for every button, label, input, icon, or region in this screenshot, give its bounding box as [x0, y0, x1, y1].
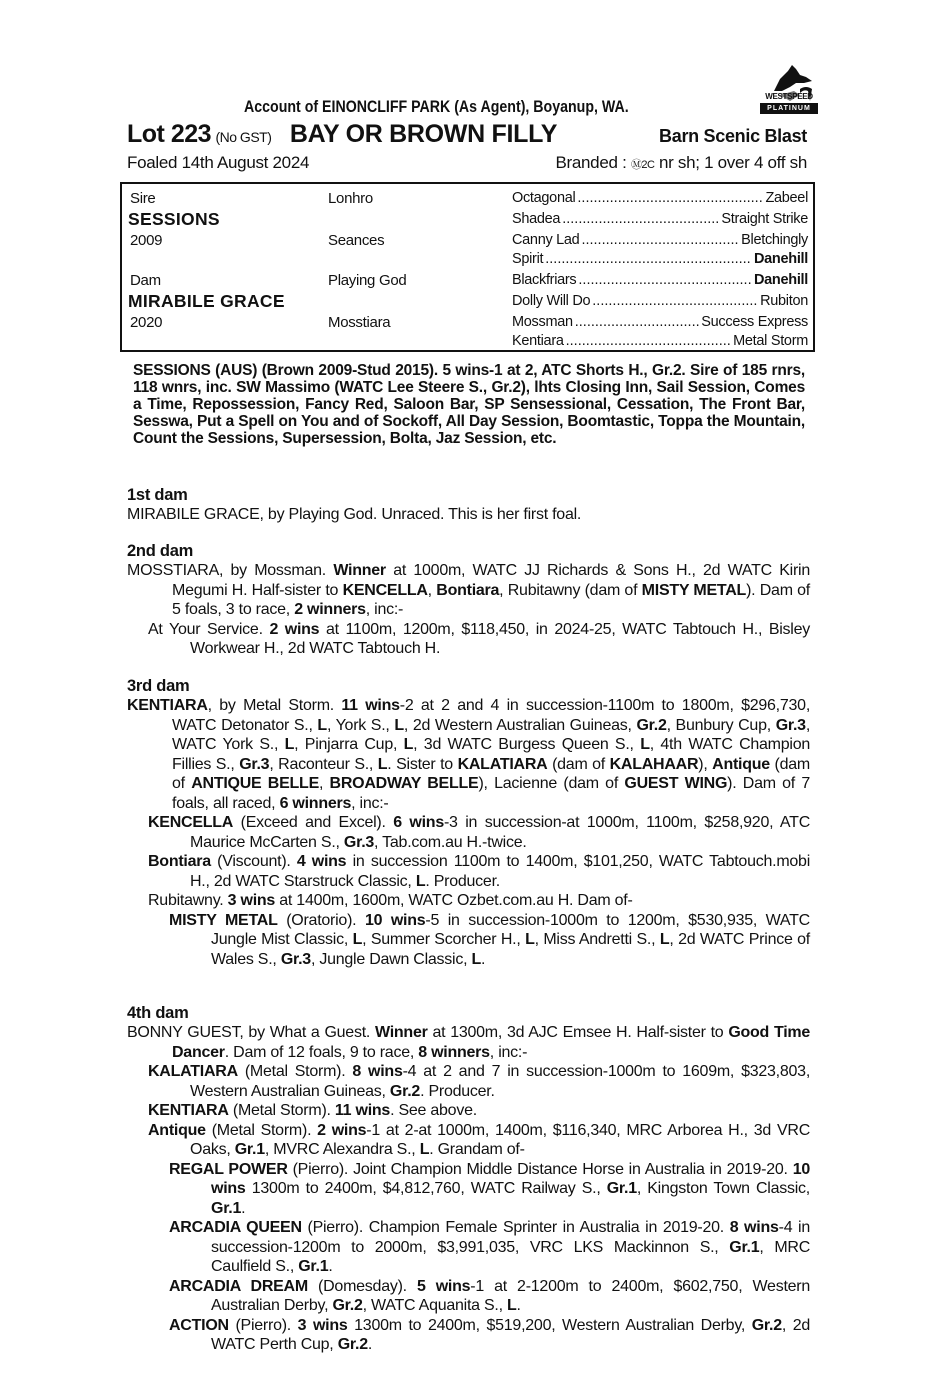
second-dam-text: MOSSTIARA, by Mossman. Winner at 1000m, WATC JJ Richards & Sons H., 2d WATC Kirin Megumi H. Half-sister to KENCELLA, Bontiara, Rubitawny (dam of MISTY METAL). Dam of 5 foals, 3 to race, 2 winners, inc:-: [127, 562, 810, 618]
vendor-account: Account of EINONCLIFF PARK (As Agent), Boyanup, WA.: [244, 98, 629, 116]
lot-number: Lot 223: [127, 120, 212, 148]
third-dam-text: KENTIARA, by Metal Storm. 11 wins-2 at 2 and 4 in succession-1100m to 1800m, $296,730, WATC Detonator S., L, York S., L, 2d Western Australian Guineas, Gr.2, Bunbury Cup, Gr.3, WATC York S., L, Pinjarra Cup, L, 3d WATC Burgess Queen S., L, 4th WATC Champion Fillies S., Gr.3, Raconteur S., L. Sister to KALATIARA (dam of KALAHAAR), Antique (dam of ANTIQUE BELLE, BROADWAY BELLE), Lacienne (dam of GUEST WING). Dam of 7 foals, all raced, 6 winners, inc:-: [127, 697, 811, 812]
gen3-row: Spirit ..... Danehill: [512, 251, 808, 267]
gen3-row: Dolly Will Do ..... Rubiton: [512, 293, 808, 309]
fourth-dam-text: BONNY GUEST, by What a Guest. Winner at 1300m, 3d AJC Emsee H. Half-sister to Good Time Dancer. Dam of 12 foals, 9 to race, 8 winners, inc:-: [127, 1024, 811, 1061]
section-heading: 1st dam: [127, 486, 188, 504]
gst-note: (No GST): [215, 129, 272, 145]
progeny-entry: KENCELLA (Exceed and Excel). 6 wins-3 in succession-at 1000m, 1100m, $258,920, ATC Maurice McCarten S., Gr.3, Tab.com.au H.-twice.: [148, 814, 810, 851]
dam-name: MIRABILE GRACE: [128, 291, 285, 311]
first-dam-section: [127, 486, 810, 525]
grand-progeny-entry: MISTY METAL (Oratorio). 10 wins-5 in succession-1000m to 1200m, $530,935, WATC Jungle Mist Classic, L, Summer Scorcher H., L, Miss Andretti S., L, 2d WATC Prince of Wales S., Gr.3, Jungle Dawn Classic, L.: [169, 911, 810, 968]
brand-mark-icon: Ⓜ2C: [630, 159, 655, 171]
first-dam-text: MIRABILE GRACE, by Playing God. Unraced. This is her first foal.: [127, 506, 582, 523]
grand-progeny-entry: REGAL POWER (Pierro). Joint Champion Middle Distance Horse in Australia in 2019-20. 10 wins 1300m to 2400m, $4,812,760, WATC Railway S., Gr.1, Kingston Town Classic, Gr.1.: [169, 1160, 810, 1217]
progeny-entry: KALATIARA (Metal Storm). 8 wins-4 at 2 and 7 in succession-1000m to 1609m, $323,803, Western Australian Guineas, Gr.2. Producer.: [148, 1063, 811, 1100]
dam-dam: Mosstiara: [328, 314, 391, 331]
logo-tier: PLATINUM: [760, 103, 818, 114]
progeny-entry: Bontiara (Viscount). 4 wins in succession 1100m to 1400m, $101,250, WATC Tabtouch.mobi H., 2d WATC Starstruck Classic, L. Producer.: [148, 853, 810, 890]
progeny-entry: At Your Service. 2 wins at 1100m, 1200m, $118,450, in 2024-25, WATC Tabtouch H., Bisley Workwear H., 2d WATC Tabtouch H.: [148, 620, 811, 657]
section-heading: 3rd dam: [127, 677, 190, 695]
sire-sire: Lonhro: [328, 190, 373, 207]
third-dam-section: [127, 677, 810, 969]
gen3-row: Shadea ..... Straight Strike: [512, 211, 808, 227]
fourth-dam-section: [127, 1004, 810, 1355]
dam-year: 2020: [130, 314, 163, 331]
horse-description: BAY OR BROWN FILLY: [289, 120, 558, 148]
gen3-row: Mossman ..... Success Express: [512, 314, 808, 330]
sire-dam: Seances: [328, 232, 385, 249]
dam-sire: Playing God: [328, 272, 407, 289]
progeny-entry: Rubitawny. 3 wins at 1400m, 1600m, WATC Ozbet.com.au H. Dam of-: [148, 892, 633, 909]
section-heading: 4th dam: [127, 1004, 189, 1022]
second-dam-section: [127, 542, 810, 659]
gen3-row: Canny Lad ..... Bletchingly: [512, 232, 808, 248]
sire-name: SESSIONS: [128, 209, 220, 229]
sire-summary: SESSIONS (AUS) (Brown 2009-Stud 2015). 5 wins-1 at 2, ATC Shorts H., Gr.2. Sire of 185 rnrs, 118 wnrs, inc. SW Massimo (WATC Lee Steere S., Gr.2), lhts Closing Inn, Sail Session, Comes a Time, Repossession, Fancy Red, Saloon Bar, SP Sensessional, Cessation, The Front Bar, Sesswa, Put a Spell on You and of Sockoff, All Day Session, Boomtastic, Toppa the Mountain, Count the Sessions, Supersession, Bolta, Jaz Session, etc.: [133, 362, 805, 447]
barn-location: Barn Scenic Blast: [659, 126, 807, 146]
brand-info: Branded : Ⓜ2C nr sh; 1 over 4 off sh: [555, 153, 807, 172]
sire-label: Sire: [130, 190, 156, 207]
gen3-row: Octagonal ..... Zabeel: [512, 190, 808, 206]
sire-year: 2009: [130, 232, 163, 249]
grand-progeny-entry: ARCADIA DREAM (Domesday). 5 wins-1 at 2-1200m to 2400m, $602,750, Western Australian Derby, Gr.2, WATC Aquanita S., L.: [169, 1277, 811, 1314]
foaled-date: Foaled 14th August 2024: [127, 153, 310, 172]
progeny-entry: KENTIARA (Metal Storm). 11 wins. See above.: [148, 1102, 477, 1119]
grand-progeny-entry: ARCADIA QUEEN (Pierro). Champion Female Sprinter in Australia in 2019-20. 8 wins-4 in succession-1200m to 2000m, $3,991,035, VRC LKS Mackinnon S., Gr.1, MRC Caulfield S., Gr.1.: [169, 1219, 811, 1275]
logo-brand: WESTSPEED: [765, 92, 813, 101]
gen3-row: Blackfriars ..... Danehill: [512, 272, 808, 288]
pedigree-table: [120, 182, 815, 352]
dam-label: Dam: [130, 272, 161, 289]
lot-title-line: [127, 120, 807, 149]
gen3-row: Kentiara ..... Metal Storm: [512, 333, 808, 349]
section-heading: 2nd dam: [127, 542, 194, 560]
progeny-entry: Antique (Metal Storm). 2 wins-1 at 2-at 1000m, 1400m, $116,340, MRC Arborea H., 3d VRC Oaks, Gr.1, MVRC Alexandra S., L. Grandam of-: [148, 1121, 810, 1158]
grand-progeny-entry: ACTION (Pierro). 3 wins 1300m to 2400m, $519,200, Western Australian Derby, Gr.2, 2d WATC Perth Cup, Gr.2.: [169, 1316, 811, 1353]
